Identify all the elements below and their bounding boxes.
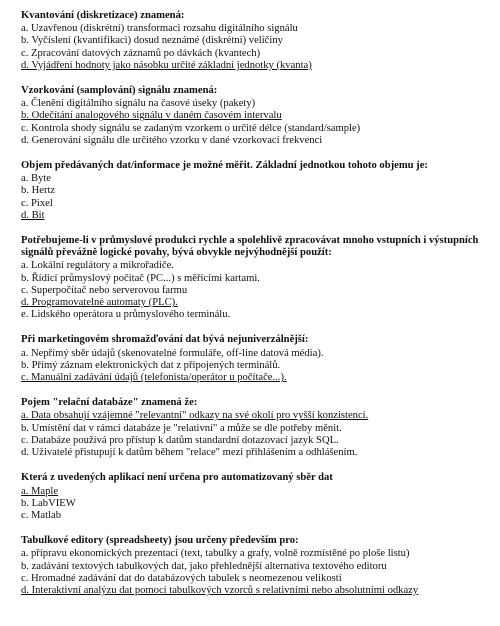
answer-list bbox=[21, 98, 492, 147]
question-title: Vzorkování (samplování) signálu znamená: bbox=[21, 85, 218, 97]
question-title: Potřebujeme-li v průmyslové produkci rychle a spolehlivě zpracovávat mnoho vstupních i výstupních signálů převážně logické povahy, bývá obvykle nejvýhodnější použít: bbox=[21, 235, 479, 259]
question-title: Která z uvedených aplikací není určena pro automatizovaný sběr dat bbox=[21, 472, 333, 484]
question-1 bbox=[21, 10, 492, 72]
answer-a: a. Uzavřenou (diskrétní) transformaci rozsahu digitálního signálu bbox=[21, 23, 298, 35]
answer-a-correct: a. Maple bbox=[21, 485, 59, 497]
answer-b: b. Umístění dat v rámci databáze je "relativní" a může se dle potřeby měnit. bbox=[21, 422, 342, 434]
answer-a: a. Nepřímý sběr údajů (skenovatelné formuláře, off-line datová média). bbox=[21, 347, 324, 359]
question-5 bbox=[21, 334, 492, 384]
answer-b: b. Řídicí průmyslový počítač (PC...) s měřicími kartami. bbox=[21, 272, 260, 284]
answer-b: b. zadávání textových tabulkových dat, jako přehlednější alternativa textového editoru bbox=[21, 560, 387, 572]
answer-e: e. Lidského operátora u průmyslového terminálu. bbox=[21, 309, 231, 321]
question-title: Pojem "relační databáze" znamená že: bbox=[21, 397, 198, 409]
answer-c: c. Kontrola shody signálu se zadaným vzorkem o určité délce (standard/sample) bbox=[21, 122, 361, 134]
question-6 bbox=[21, 397, 492, 459]
answer-list bbox=[21, 173, 492, 222]
answer-c: c. Databáze používá pro přístup k datům standardní dotazovací jazyk SQL. bbox=[21, 434, 339, 446]
answer-a: a. Lokální regulátory a mikrořadiče. bbox=[21, 260, 174, 272]
answer-b-correct: b. Odečítání analogového signálu v daném časovém intervalu bbox=[21, 110, 282, 122]
answer-a: a. přípravu ekonomických prezentací (text, tabulky a grafy, volně rozmístěné po ploše listu) bbox=[21, 548, 410, 560]
answer-d-correct: d. Bit bbox=[21, 209, 45, 221]
answer-b: b. LabVIEW bbox=[21, 497, 76, 509]
question-4 bbox=[21, 235, 492, 321]
answer-list bbox=[21, 23, 492, 72]
answer-b: b. Vyčíslení (kvantifikaci) dosud neznámé (diskrétní) veličiny bbox=[21, 35, 283, 47]
answer-d: d. Generování signálu dle určitého vzorku v dané vzorkovací frekvenci bbox=[21, 134, 323, 146]
question-title: Tabulkové editory (spreadsheety) jsou určeny především pro: bbox=[21, 535, 299, 547]
answer-b: b. Přímý záznam elektronických dat z připojených terminálů. bbox=[21, 359, 281, 371]
answer-b: b. Hertz bbox=[21, 185, 56, 197]
answer-list bbox=[21, 548, 492, 597]
answer-a-correct: a. Data obsahují vzájemné "relevantní" odkazy na své okolí pro vyšší konzistenci. bbox=[21, 410, 369, 422]
answer-a: a. Členění digitálního signálu na časové úseky (pakety) bbox=[21, 98, 256, 110]
answer-c: c. Hromadné zadávání dat do databázových tabulek s neomezenou velikostí bbox=[21, 572, 342, 584]
question-2 bbox=[21, 85, 492, 147]
question-title: Objem předávaných dat/informace je možné měřit. Základní jednotkou tohoto objemu je: bbox=[21, 160, 428, 172]
answer-d: d. Uživatelé přistupují k datům během "relace" mezi přihlášením a odhlášením. bbox=[21, 447, 358, 459]
answer-c: c. Zpracování datových záznamů po dávkách (kvantech) bbox=[21, 47, 261, 59]
answer-c: c. Pixel bbox=[21, 197, 53, 209]
answer-list bbox=[21, 348, 492, 385]
question-8 bbox=[21, 535, 492, 597]
question-3 bbox=[21, 160, 492, 222]
question-title: Kvantování (diskretizace) znamená: bbox=[21, 10, 185, 21]
question-title: Při marketingovém shromažďování dat bývá nejuniverzálnější: bbox=[21, 334, 309, 346]
answer-d-correct: d. Programovatelné automaty (PLC). bbox=[21, 297, 178, 309]
answer-c: c. Superpočítač nebo serverovou farmu bbox=[21, 284, 188, 296]
answer-list bbox=[21, 260, 492, 321]
answer-a: a. Byte bbox=[21, 173, 52, 185]
answer-list bbox=[21, 410, 492, 459]
answer-c-correct: c. Manuální zadávání údajů (telefonista/operátor u počítače...). bbox=[21, 372, 287, 384]
answer-d-correct: d. Interaktivní analýzu dat pomocí tabulkových vzorců s relativními nebo absolutními odkazy bbox=[21, 584, 419, 596]
question-7 bbox=[21, 472, 492, 522]
answer-c: c. Matlab bbox=[21, 509, 62, 521]
answer-list bbox=[21, 486, 492, 523]
answer-d-correct: d. Vyjádření hodnoty jako násobku určité základní jednotky (kvanta) bbox=[21, 59, 312, 71]
